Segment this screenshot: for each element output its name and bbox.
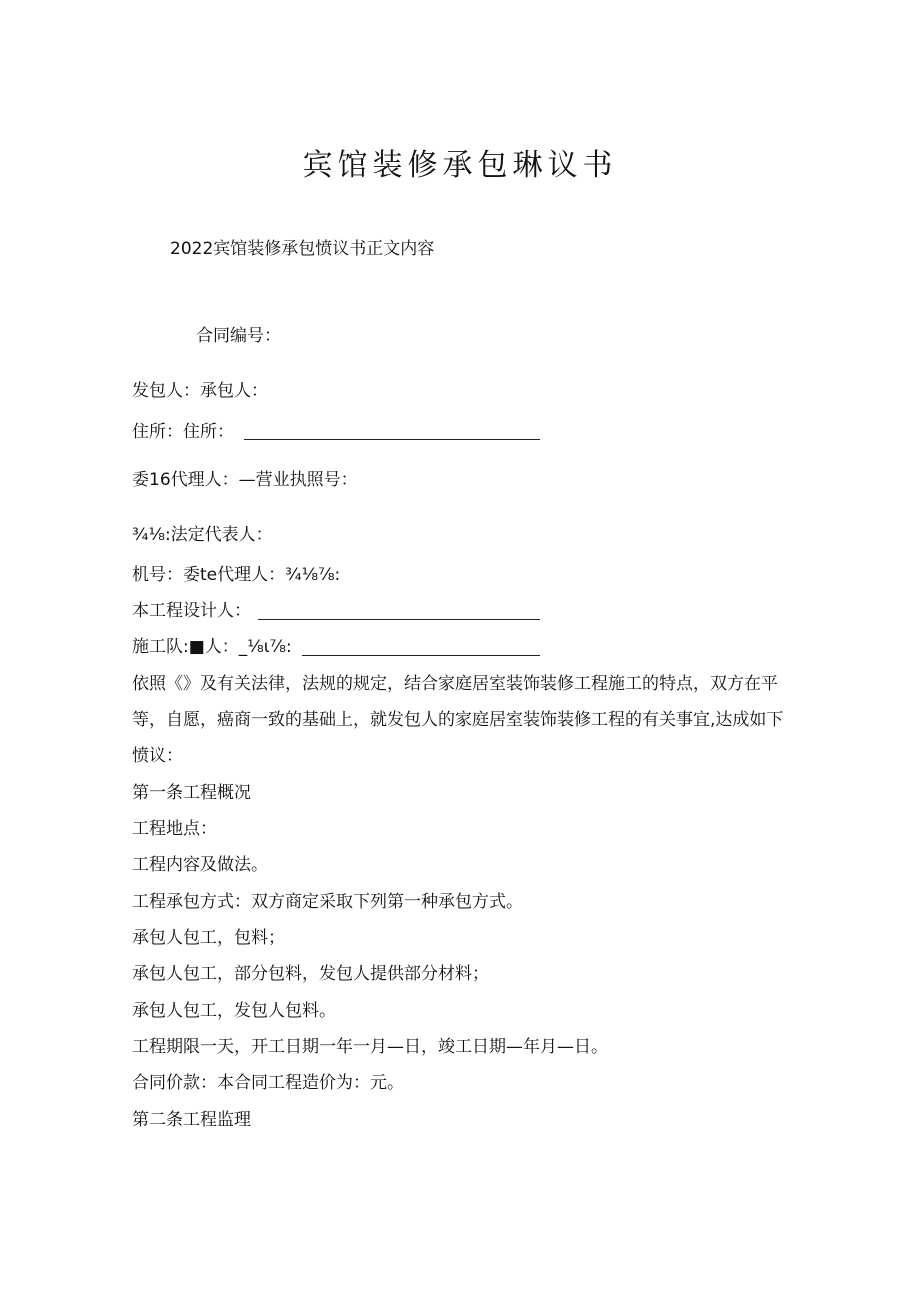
project-period-line: 工程期限一天，开工日期一年一月—日，竣工日期—年月—日。 (132, 1037, 608, 1057)
document-title: 宾馆装修承包琳议书 (302, 148, 618, 183)
preamble-line-2: 等，自愿，癌商一致的基础上，就发包人的家庭居室装饰装修工程的有关事宜,达成如下 (132, 710, 784, 730)
project-content-line: 工程内容及做法。 (132, 855, 268, 875)
preamble-line-1: 依照《》及有关法律，法规的规定，结合家庭居室装饰装修工程施工的特点，双方在平 (132, 674, 778, 694)
construction-team-line: 施工队:■人：_⅛ι⅞: (132, 637, 292, 657)
construction-team-blank (302, 655, 540, 656)
address-blank (244, 439, 540, 440)
legal-rep-line: ¾⅛:法定代表人： (132, 525, 273, 545)
contracting-method-line: 工程承包方式：双方商定采取下列第一种承包方式。 (132, 892, 523, 912)
designer-line: 本工程设计人： (132, 601, 251, 621)
method-option-2: 承包人包工，部分包料，发包人提供部分材料； (132, 964, 489, 984)
project-location-line: 工程地点： (132, 819, 217, 839)
phone-agent-line: 机号：委te代理人：¾⅛⅞: (132, 565, 341, 585)
method-option-1: 承包人包工，包料； (132, 928, 285, 948)
agent-license-line: 委16代理人：—营业执照号： (132, 470, 358, 490)
client-contractor-line: 发包人：承包人： (132, 381, 268, 401)
article-2-heading: 第二条工程监理 (132, 1110, 251, 1130)
contract-price-line: 合同价款：本合同工程造价为：元。 (132, 1073, 404, 1093)
address-line: 住所：住所： (132, 422, 234, 442)
preamble-line-3: 愤议： (132, 746, 183, 766)
document-subtitle: 2022宾馆装修承包愤议书正文内容 (170, 239, 435, 259)
contract-number-label: 合同编号： (196, 326, 281, 346)
article-1-heading: 第一条工程概况 (132, 783, 251, 803)
method-option-3: 承包人包工，发包人包料。 (132, 1001, 336, 1021)
designer-blank (258, 619, 540, 620)
